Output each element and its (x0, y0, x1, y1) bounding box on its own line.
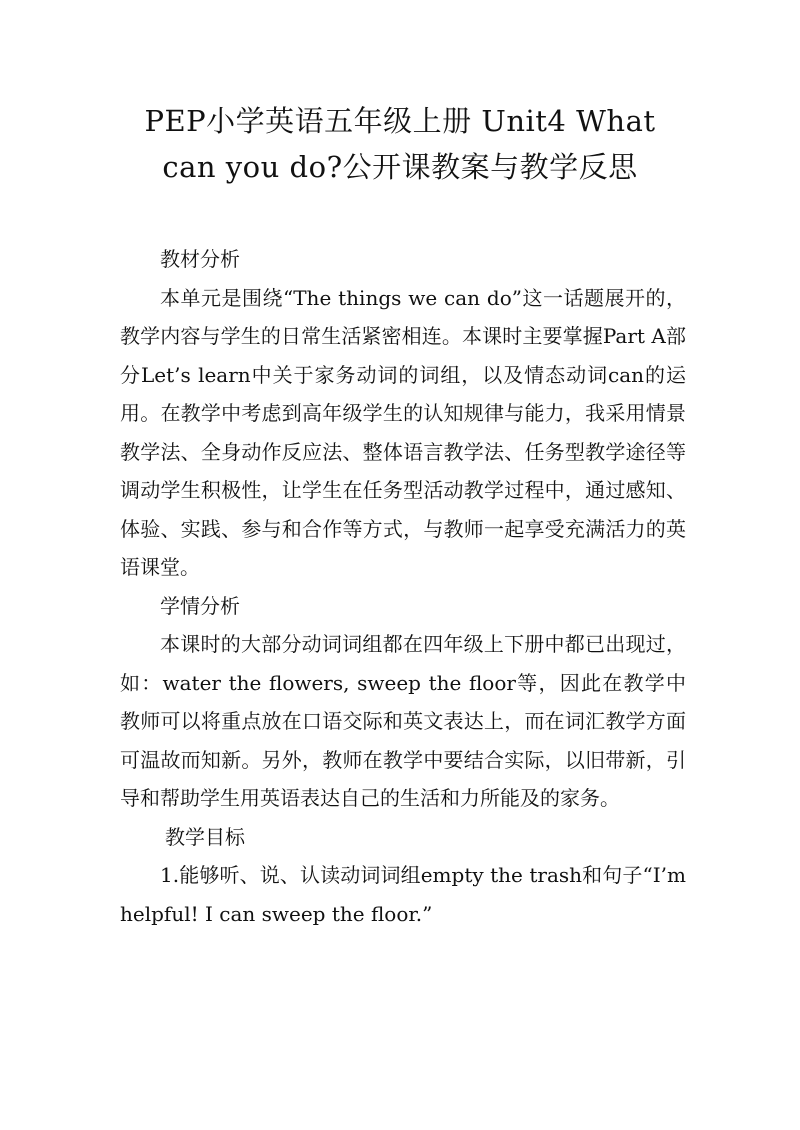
section-heading-student-analysis: 学情分析 (160, 593, 240, 618)
title-line-1: PEP小学英语五年级上册 Unit4 What (144, 104, 656, 138)
section-paragraph-teaching-objectives: 1.能够听、说、认读动词词组empty the trash和句子“I’m helpful! I can sweep the floor.” (120, 863, 686, 926)
document-body (120, 240, 686, 933)
document-title (100, 98, 700, 190)
section-paragraph-textbook-analysis: 本单元是围绕“The things we can do”这一话题展开的，教学内容与学生的日常生活紧密相连。本课时主要掌握Part A部分Let’s learn中关于家务动词的词组，以及情态动词can的运用。在教学中考虑到高年级学生的认知规律与能力，我采用情景教学法、全身动作反应法、整体语言教学法、任务型教学途径等调动学生积极性，让学生在任务型活动教学过程中，通过感知、体验、实践、参与和合作等方式，与教师一起享受充满活力的英语课堂。 (120, 285, 686, 579)
section-paragraph-student-analysis: 本课时的大部分动词词组都在四年级上下册中都已出现过，如：water the flowers, sweep the floor等，因此在教学中教师可以将重点放在口语交际和英文表达上，而在词汇教学方面可温故而知新。另外，教师在教学中要结合实际，以旧带新，引导和帮助学生用英语表达自己的生活和力所能及的家务。 (120, 632, 686, 810)
section-heading-textbook-analysis: 教材分析 (160, 247, 240, 271)
title-line-2: can you do?公开课教案与教学反思 (162, 150, 638, 184)
section-heading-teaching-objectives: 教学目标 (165, 824, 245, 849)
